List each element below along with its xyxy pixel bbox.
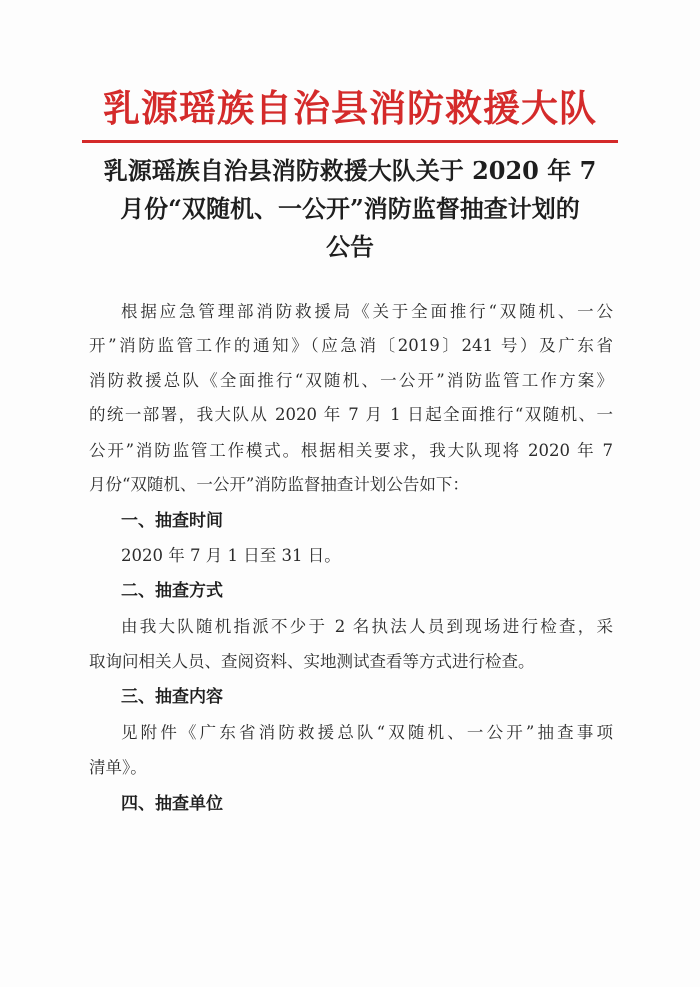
section-heading-time: 一、抽查时间 <box>121 511 223 531</box>
section-method-line-1: 由我大队随机指派不少于 2 名执法人员到现场进行检查，采 <box>121 617 613 636</box>
title-line-3: 公告 <box>326 232 374 261</box>
section-heading-units: 四、抽查单位 <box>121 794 223 814</box>
intro-line-6: 月份“双随机、一公开”消防监督抽查计划公告如下： <box>89 475 469 494</box>
section-content-line-1: 见附件《广东省消防救援总队“双随机、一公开”抽查事项 <box>121 723 613 742</box>
document-title <box>92 152 608 266</box>
intro-line-1: 根据应急管理部消防救援局《关于全面推行“双随机、一公 <box>121 302 613 321</box>
intro-line-2: 开”消防监管工作的通知》（应急消〔2019〕241 号）及广东省 <box>89 336 613 355</box>
intro-line-4: 的统一部署，我大队从 2020 年 7 月 1 日起全面推行“双随机、一 <box>89 405 613 424</box>
intro-line-5: 公开”消防监管工作模式。根据相关要求，我大队现将 2020 年 7 <box>89 441 613 460</box>
section-heading-method: 二、抽查方式 <box>121 581 223 601</box>
letterhead-org-name: 乳源瑶族自治县消防救援大队 <box>103 87 597 130</box>
section-heading-content: 三、抽查内容 <box>121 687 223 707</box>
title-line-2: 月份“双随机、一公开”消防监督抽查计划的 <box>120 194 580 223</box>
intro-line-3: 消防救援总队《全面推行“双随机、一公开”消防监管工作方案》 <box>89 371 613 390</box>
section-method-line-2: 取询问相关人员、查阅资料、实地测试查看等方式进行检查。 <box>89 652 535 671</box>
title-line-1: 乳源瑶族自治县消防救援大队关于 2020 年 7 <box>103 156 597 185</box>
letterhead-red-rule <box>82 140 618 143</box>
section-content-line-2: 清单》。 <box>89 758 147 777</box>
section-time-line-1: 2020 年 7 月 1 日至 31 日。 <box>121 546 341 565</box>
